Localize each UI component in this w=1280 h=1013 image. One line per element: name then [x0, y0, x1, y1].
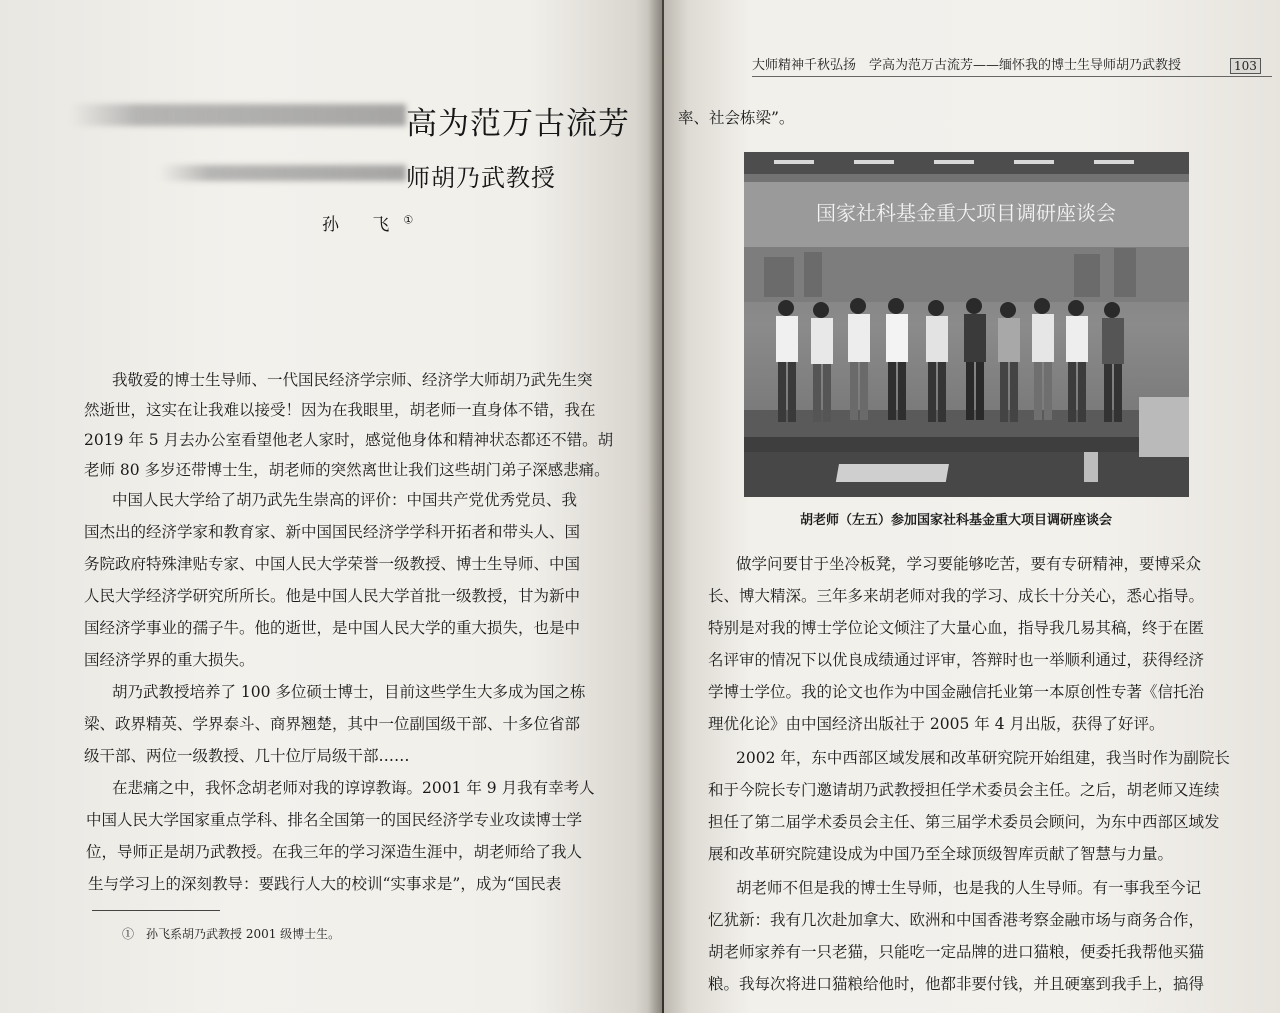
- photo-banner-text: 国家社科基金重大项目调研座谈会: [816, 201, 1116, 225]
- article-title: 高为范万古流芳: [406, 106, 630, 142]
- paragraph-line: 担任了第二届学术委员会主任、第三届学术委员会顾问，为东中西部区域发: [708, 813, 1220, 831]
- paragraph-line: 名评审的情况下以优良成绩通过评审，答辩时也一举顺利通过，获得经济: [708, 651, 1205, 669]
- paragraph-line: 生与学习上的深刻教导：要践行人大的校训“实事求是”，成为“国民表: [88, 875, 562, 893]
- paragraph-line: 胡乃武教授培养了 100 多位硕士博士，目前这些学生大多成为国之栋: [112, 683, 586, 701]
- right-page: [664, 0, 1280, 1013]
- paragraph-line: 中国人民大学国家重点学科、排名全国第一的国民经济学专业攻读博士学: [86, 811, 583, 829]
- paragraph-line: 展和改革研究院建设成为中国乃至全球顶级智库贡献了智慧与力量。: [708, 845, 1174, 863]
- footnote: ① 孙飞系胡乃武教授 2001 级博士生。: [122, 927, 341, 941]
- paragraph-line: 特别是对我的博士学位论文倾注了大量心血，指导我几易其稿，终于在匿: [708, 619, 1205, 637]
- continuation-line: 率、社会栋梁”。: [678, 109, 795, 127]
- paragraph-line: 务院政府特殊津贴专家、中国人民大学荣誉一级教授、博士生导师、中国: [84, 555, 581, 573]
- blurred-subtitle-part: [160, 165, 406, 181]
- paragraph-line: 理优化论》由中国经济出版社于 2005 年 4 月出版，获得了好评。: [708, 715, 1165, 733]
- paragraph-line: 国杰出的经济学家和教育家、新中国国民经济学学科开拓者和带头人、国: [84, 523, 581, 541]
- paragraph-line: 在悲痛之中，我怀念胡老师对我的谆谆教诲。2001 年 9 月我有幸考人: [112, 779, 595, 797]
- blurred-title-part: [70, 104, 406, 126]
- paragraph-line: 人民大学经济学研究所所长。他是中国人民大学首批一级教授，甘为新中: [84, 587, 581, 605]
- paragraph-line: 位，导师正是胡乃武教授。在我三年的学习深造生涯中，胡老师给了我人: [86, 843, 583, 861]
- paragraph-line: 然逝世，这实在让我难以接受！因为在我眼里，胡老师一直身体不错，我在: [84, 401, 596, 419]
- paragraph-line: 忆犹新：我有几次赴加拿大、欧洲和中国香港考察金融市场与商务合作，: [708, 911, 1205, 929]
- running-head: 大师精神千秋弘扬 学高为范万古流芳——缅怀我的博士生导师胡乃武教授: [752, 58, 1182, 73]
- paragraph-line: 国经济学界的重大损失。: [84, 651, 255, 669]
- author-text: 孙 飞: [322, 215, 404, 235]
- photo-caption: 胡老师（左五）参加国家社科基金重大项目调研座谈会: [800, 513, 1113, 528]
- author-footnote-mark: ①: [403, 213, 414, 227]
- event-photo-image: [744, 152, 1189, 497]
- header-rule: [752, 76, 1272, 77]
- event-photo: [744, 152, 1189, 497]
- paragraph-line: 粮。我每次将进口猫粮给他时，他都非要付钱，并且硬塞到我手上，搞得: [708, 975, 1205, 993]
- page-number: 103: [1230, 58, 1261, 74]
- paragraph-line: 2002 年，东中西部区域发展和改革研究院开始组建，我当时作为副院长: [736, 749, 1230, 767]
- paragraph-line: 2019 年 5 月去办公室看望他老人家时，感觉他身体和精神状态都还不错。胡: [84, 431, 614, 449]
- paragraph-line: 梁、政界精英、学界泰斗、商界翘楚，其中一位副国级干部、十多位省部: [84, 715, 581, 733]
- paragraph-line: 胡老师不但是我的博士生导师，也是我的人生导师。有一事我至今记: [736, 879, 1202, 897]
- paragraph-line: 级干部、两位一级教授、几十位厅局级干部……: [84, 747, 410, 765]
- paragraph-line: 中国人民大学给了胡乃武先生崇高的评价：中国共产党优秀党员、我: [112, 491, 578, 509]
- paragraph-line: 长、博大精深。三年多来胡老师对我的学习、成长十分关心，悉心指导。: [708, 587, 1205, 605]
- paragraph-line: 学博士学位。我的论文也作为中国金融信托业第一本原创性专著《信托治: [708, 683, 1205, 701]
- paragraph-line: 做学问要甘于坐冷板凳，学习要能够吃苦，要有专研精神，要博采众: [736, 555, 1202, 573]
- paragraph-line: 老师 80 多岁还带博士生，胡老师的突然离世让我们这些胡门弟子深感悲痛。: [84, 461, 610, 479]
- article-subtitle: 师胡乃武教授: [406, 164, 556, 192]
- author-name: [322, 210, 413, 235]
- paragraph-line: 我敬爱的博士生导师、一代国民经济学宗师、经济学大师胡乃武先生突: [112, 371, 593, 389]
- paragraph-line: 国经济学事业的孺子牛。他的逝世，是中国人民大学的重大损失，也是中: [84, 619, 581, 637]
- footnote-divider: [92, 910, 220, 911]
- paragraph-line: 胡老师家养有一只老猫，只能吃一定品牌的进口猫粮，便委托我帮他买猫: [708, 943, 1205, 961]
- paragraph-line: 和于今院长专门邀请胡乃武教授担任学术委员会主任。之后，胡老师又连续: [708, 781, 1220, 799]
